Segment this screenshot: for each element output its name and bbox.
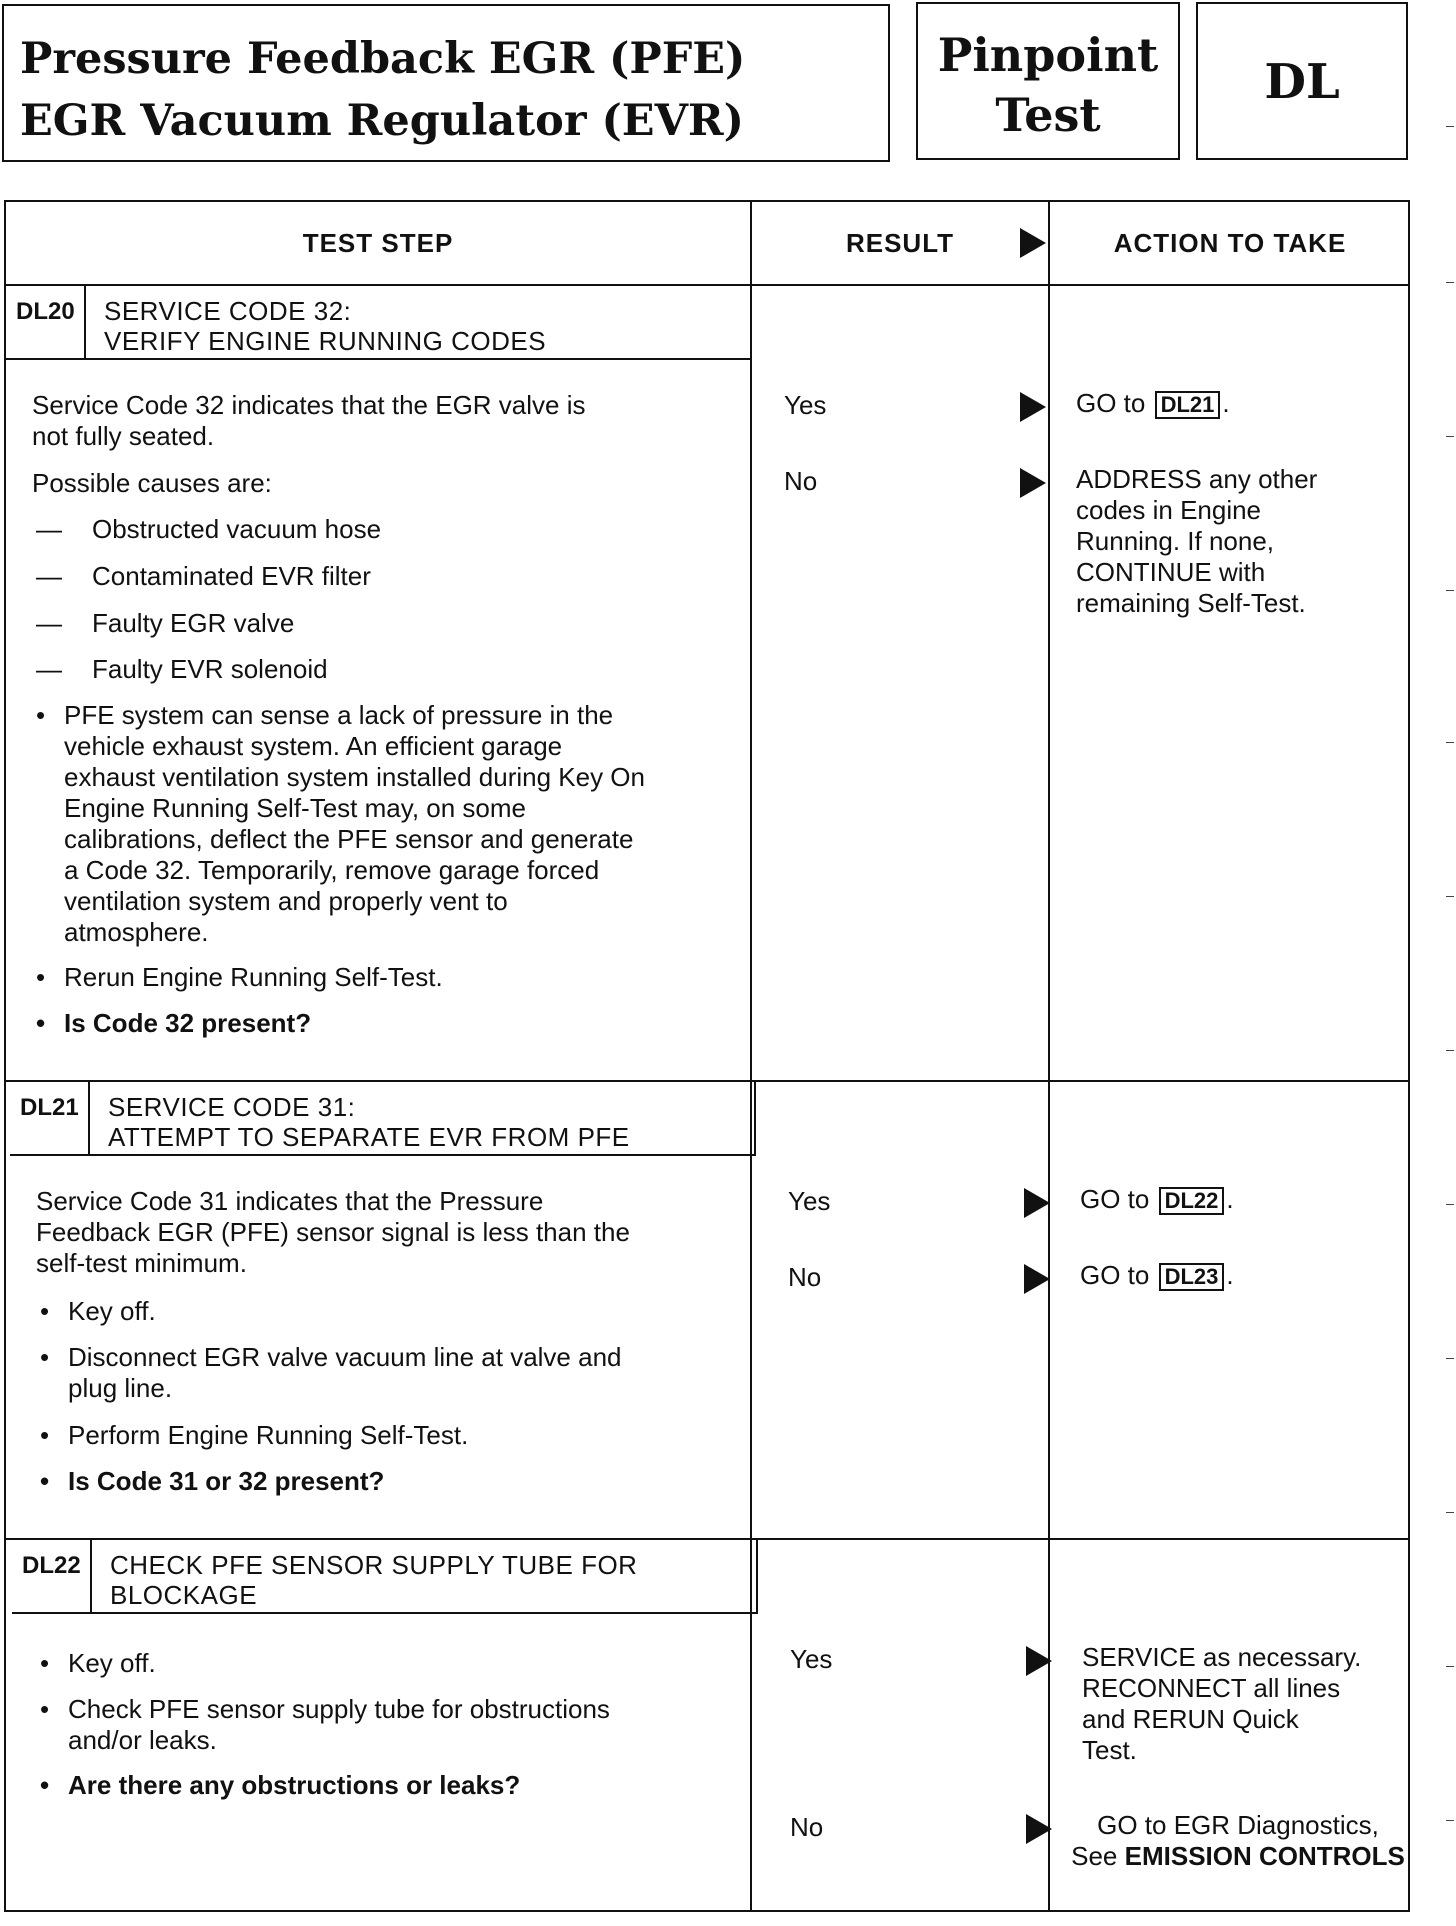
step-title-line2: VERIFY ENGINE RUNNING CODES [104,326,547,356]
action-line: Running. If none, [1076,526,1275,556]
cause-text: Contaminated EVR filter [92,561,371,591]
step-title [104,296,546,356]
action-text: GO to [1080,1260,1150,1290]
bullet-line: Disconnect EGR valve vacuum line at valve and [68,1342,622,1372]
page-title-line2: EGR Vacuum Regulator (EVR) [20,96,745,146]
question: • Is Code 31 or 32 present? [40,1466,385,1496]
right-arrow-icon [1026,1814,1052,1844]
bullet-text: Rerun Engine Running Self-Test. [64,962,443,992]
question-text: Are there any obstructions or leaks? [68,1770,521,1800]
bullet-text: Perform Engine Running Self-Test. [68,1420,469,1450]
result-no: No [788,1262,822,1292]
bullet-line: Engine Running Self-Test may, on some [64,793,526,823]
bullet-item: • Key off. [40,1296,156,1326]
bullet-line: ventilation system and properly vent to [64,886,508,916]
action-yes: GO to DL22 . [1080,1184,1234,1214]
action-yes: GO to DL21 . [1076,388,1230,418]
result-no: No [784,466,818,496]
step-reference: DL21 [1155,391,1221,419]
section-reference: EMISSION CONTROLS [1124,1841,1405,1871]
bullet-item: • Disconnect EGR valve vacuum line at valve and plug line. [40,1342,622,1403]
bullet-line: PFE system can sense a lack of pressure in the [64,700,614,730]
bullet-item: • Check PFE sensor supply tube for obstructions and/or leaks. [40,1694,610,1755]
action-line: RECONNECT all lines [1082,1673,1341,1703]
bullet-text: Key off. [68,1648,156,1678]
action-line: SERVICE as necessary. [1082,1642,1362,1672]
action-line [1068,1841,1408,1872]
bullet-line: a Code 32. Temporarily, remove garage forced [64,855,600,885]
margin-tick [1446,1204,1454,1205]
step-title-line1: SERVICE CODE 32: [104,296,352,326]
margin-tick [1446,1050,1454,1051]
causes-label: Possible causes are: [32,468,272,498]
margin-tick [1446,1358,1454,1359]
action-text: See [1071,1841,1118,1871]
margin-tick [1446,126,1454,127]
intro-line: not fully seated. [32,421,215,451]
title-box [2,4,890,162]
question-text: Is Code 31 or 32 present? [68,1466,385,1496]
action-line: remaining Self-Test. [1076,588,1306,618]
right-arrow-icon [1020,228,1046,258]
right-arrow-icon [1024,1264,1050,1294]
bullet-text: Key off. [68,1296,156,1326]
result-no: No [790,1812,824,1842]
step-header-dl21 [10,1082,756,1156]
margin-tick [1446,590,1454,591]
step-title [108,1092,630,1152]
right-arrow-icon [1026,1646,1052,1676]
action-line: CONTINUE with [1076,557,1266,587]
pinpoint-label: Pinpoint [937,28,1159,82]
action-no [1068,1810,1408,1872]
step-intro [32,390,586,452]
intro-line: Service Code 31 indicates that the Pressure [36,1186,544,1216]
margin-tick [1446,1666,1454,1667]
test-code-box [1196,2,1408,160]
step-reference: DL23 [1159,1263,1225,1291]
column-header-result-label: RESULT [845,227,955,258]
margin-tick [1446,742,1454,743]
pinpoint-test-box [916,2,1180,160]
intro-line: Service Code 32 indicates that the EGR valve is [32,390,586,420]
step-id: DL20 [6,286,86,358]
action-no [1076,464,1317,619]
bullet-line: exhaust ventilation system installed during Key On [64,762,645,792]
pinpoint-table: TEST STEP RESULT ACTION TO TAKE DL20 SERVICE CODE 32: VERIFY ENGINE RUNNING CODES Service Code 32 indicates that the EGR valve is not fully seated. Possible causes are: — Obstructed vacuum hose — Contaminated EVR filter — Faulty EGR valve — Faulty EVR solenoid • PFE system can sense a lack of pressure in the vehicle exhaust system. An efficient garage exhaust ventilation system installed during Key On Engine Running Self-Test may, on some calibrations, deflect the PFE sensor and generate a Code 32. Temporarily, remove garage forced ventilation system and properly vent to atmosphere. • Rerun Engine Running Self-Test. • Is Code 32 present? Yes GO to DL21 . No ADDRESS any other codes in Engine Running. If none, CONTINUE with remaining Self-Test. DL21 SERVICE CODE 31: ATTEMPT TO SEPARATE EVR FROM PFE Service Code 31 indicates that the Pressure Feedback EGR (PFE) sensor signal is less than the self-test minimum. • Key off. • Disconnect EGR valve vacuum line at valve and plug line. • Perform Engine Running Self-Test. • Is Code 31 or 32 present? Yes GO to DL22 . No GO to DL23 . DL22 CHECK PFE SENSOR SUPPLY TUBE FOR BLOCKAGE • Key off. • Check PFE sensor supply tube for obstructions and/or leaks. • Are there any obstructions or leaks? Yes SERVICE as necessary. RECONNECT all lines and RERUN Quick Test. No GO to EGR Diagnostics, See EMISSION CONTROLS [4,200,1410,1912]
step-title-line1: CHECK PFE SENSOR SUPPLY TUBE FOR [110,1550,638,1580]
action-line: and RERUN Quick [1082,1704,1299,1734]
column-header-result [752,202,1048,284]
right-arrow-icon [1020,468,1046,498]
step-reference: DL22 [1159,1187,1225,1215]
bullet-line: and/or leaks. [68,1725,217,1755]
bullet-item: • Key off. [40,1648,156,1678]
right-arrow-icon [1020,392,1046,422]
bullet-line: Check PFE sensor supply tube for obstructions [68,1694,610,1724]
step-header-dl22 [12,1540,758,1614]
action-line: codes in Engine [1076,495,1262,525]
question: • Is Code 32 present? [36,1008,312,1038]
cause-text: Faulty EGR valve [92,608,295,638]
bullet-line: vehicle exhaust system. An efficient garage [64,731,563,761]
step-title-line2: BLOCKAGE [110,1580,258,1610]
cause-text: Obstructed vacuum hose [92,514,382,544]
bullet-line: calibrations, deflect the PFE sensor and generate [64,824,634,854]
intro-line: self-test minimum. [36,1248,247,1278]
bullet-item: • Perform Engine Running Self-Test. [40,1420,469,1450]
column-header-action: ACTION TO TAKE [1113,227,1347,258]
test-code: DL [1264,54,1340,110]
margin-tick [1446,436,1454,437]
action-text: GO to [1080,1184,1150,1214]
margin-tick [1446,896,1454,897]
action-no: GO to DL23 . [1080,1260,1234,1290]
intro-line: Feedback EGR (PFE) sensor signal is less than the [36,1217,630,1247]
margin-tick [1446,1820,1454,1821]
action-line: GO to EGR Diagnostics, [1097,1810,1379,1840]
cause-text: Faulty EVR solenoid [92,654,328,684]
step-header-dl20 [6,286,752,360]
action-text: GO to [1076,388,1146,418]
step-title-line2: ATTEMPT TO SEPARATE EVR FROM PFE [108,1122,630,1152]
action-line: Test. [1082,1735,1137,1765]
result-yes: Yes [788,1186,831,1216]
step-id: DL22 [12,1540,92,1612]
margin-tick [1446,282,1454,283]
result-yes: Yes [784,390,827,420]
action-line: ADDRESS any other [1076,464,1318,494]
question-text: Is Code 32 present? [64,1008,312,1038]
page-title-line1: Pressure Feedback EGR (PFE) [20,34,746,84]
column-header-test-step: TEST STEP [302,227,454,258]
test-label: Test [995,88,1101,142]
step-title-line1: SERVICE CODE 31: [108,1092,356,1122]
bullet-line: atmosphere. [64,917,209,947]
bullet-item: • Rerun Engine Running Self-Test. [36,962,443,992]
result-yes: Yes [790,1644,833,1674]
right-arrow-icon [1024,1188,1050,1218]
column-divider [750,202,752,1910]
step-id: DL21 [10,1082,90,1154]
question: • Are there any obstructions or leaks? [40,1770,521,1800]
step-intro [36,1186,630,1279]
step-title [110,1550,637,1610]
margin-tick [1446,1512,1454,1513]
bullet-item: • PFE system can sense a lack of pressure in the vehicle exhaust system. An efficient garage exhaust ventilation system installed during Key On Engine Running Self-Test may, on some calibrations, deflect the PFE sensor and generate a Code 32. Temporarily, remove garage forced ventilation system and properly vent to atmosphere. [36,700,736,948]
action-yes [1082,1642,1361,1766]
bullet-line: plug line. [68,1373,173,1403]
